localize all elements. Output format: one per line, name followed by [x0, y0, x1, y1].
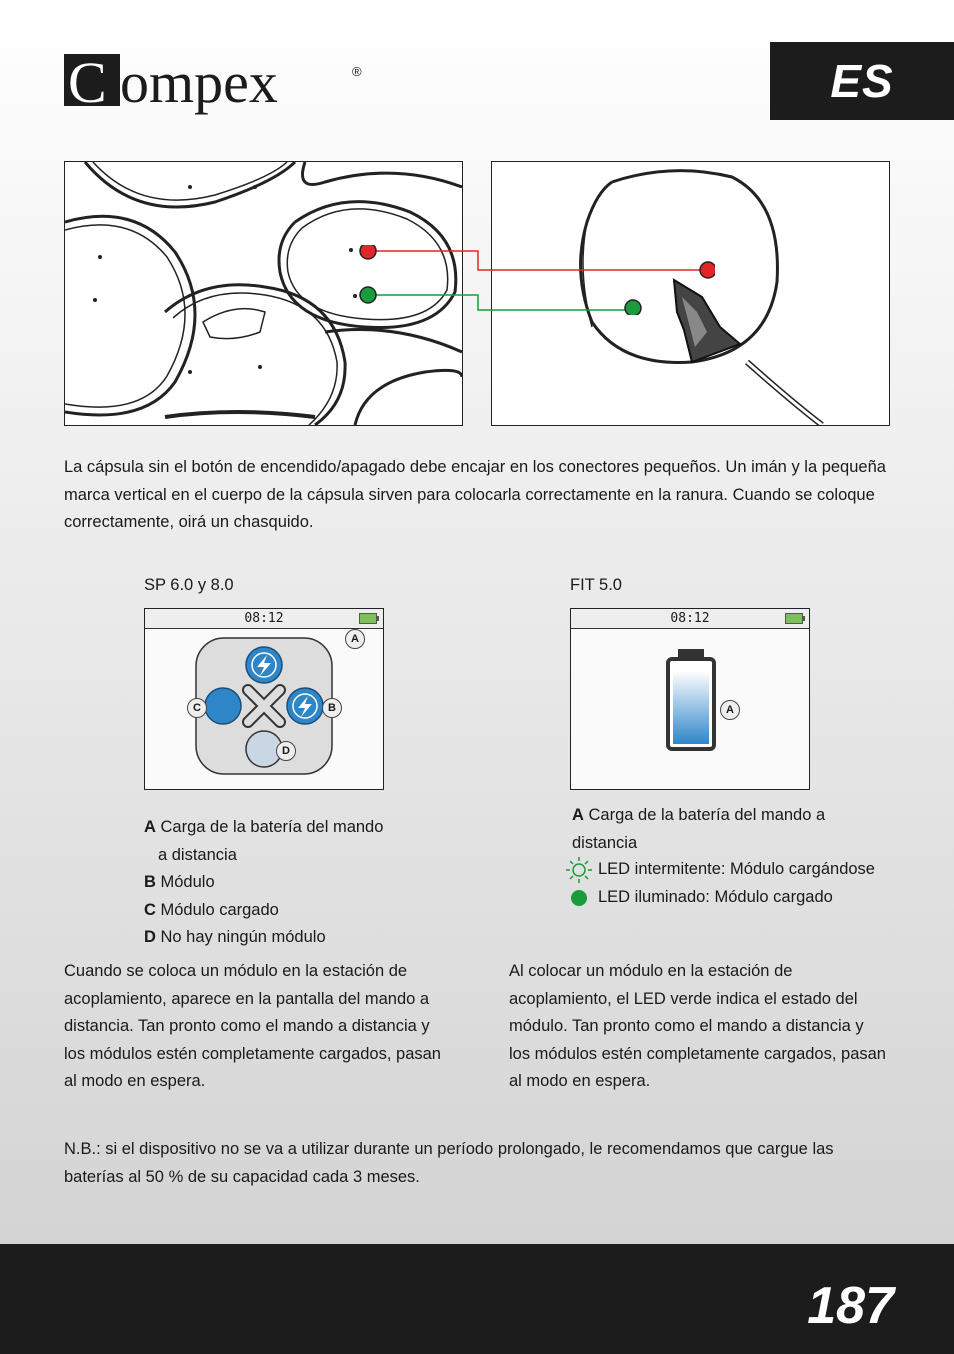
led-on-row: [565, 884, 905, 912]
led-connector-lines: [355, 245, 715, 315]
green-dot-left: [360, 287, 376, 303]
legend-a-cont: a distancia: [158, 845, 237, 864]
language-code: ES: [830, 55, 894, 107]
language-badge: [770, 42, 954, 120]
fit-screen-status-bar: [571, 609, 809, 629]
led-on-icon: [565, 884, 593, 912]
fit-legend-a: A Carga de la batería del mando a distancia: [572, 806, 826, 852]
left-panel-title: SP 6.0 y 8.0: [144, 576, 234, 594]
page-number: 187: [807, 1277, 894, 1335]
fit-badge-a: A: [720, 700, 740, 720]
note-paragraph: N.B.: si el dispositivo no se va a utilizar durante un período prolongado, le recomendamos que cargue las baterías al 50 % de su capacidad cada 3 meses.: [64, 1140, 834, 1186]
red-dot-left: [360, 245, 376, 259]
led-on-text: LED iluminado: Módulo cargado: [598, 888, 833, 907]
left-description: Cuando se coloca un módulo en la estación de acoplamiento, aparece en la pantalla del mando a distancia. Tan pronto como el mando a distancia y los módulos estén completamente cargados, pasan al modo en espera.: [64, 962, 441, 1090]
sp-screen-time: 08:12: [244, 611, 284, 626]
badge-a: A: [345, 629, 365, 649]
badge-d: D: [276, 741, 296, 761]
compex-logo: [64, 48, 374, 120]
led-blinking-icon: [565, 856, 593, 884]
logo-c: C: [68, 50, 107, 115]
fit-screen: [570, 608, 810, 790]
led-legend: [565, 856, 905, 912]
sp-screen: [144, 608, 384, 790]
legend-c: C Módulo cargado: [144, 900, 279, 919]
logo-registered: ®: [352, 64, 362, 79]
red-dot-right: [700, 262, 715, 278]
module-left: [205, 688, 241, 724]
battery-fill: [673, 671, 709, 744]
fit-screen-time: 08:12: [670, 611, 710, 626]
battery-icon: [785, 613, 803, 624]
right-panel-title: FIT 5.0: [570, 576, 622, 594]
legend-b: B Módulo: [144, 873, 215, 891]
legend-d: D No hay ningún módulo: [144, 928, 326, 946]
led-blinking-text: LED intermitente: Módulo cargándose: [598, 860, 875, 879]
logo-brand: ompex: [120, 50, 278, 115]
right-description: Al colocar un módulo en la estación de acoplamiento, el LED verde indica el estado del módulo. Tan pronto como el mando a distancia y los módulos estén completamente cargados, pasan al modo en espera.: [509, 962, 886, 1090]
legend-a: A Carga de la batería del mando: [144, 818, 384, 836]
intro-paragraph: La cápsula sin el botón de encendido/apagado debe encajar en los conectores pequeños. Un imán y la pequeña marca vertical en el cuerpo de la cápsula sirven para colocarla correctamente en la ranura. Cuando se coloque correctamente, oirá un chasquido.: [64, 458, 886, 531]
badge-b: B: [322, 698, 342, 718]
sp-screen-status-bar: [145, 609, 383, 629]
battery-icon: [359, 613, 377, 624]
right-legend: [572, 802, 892, 857]
left-legend: [144, 814, 424, 952]
badge-c: C: [187, 698, 207, 718]
green-dot-right: [625, 300, 641, 315]
led-blinking-row: [565, 856, 905, 884]
